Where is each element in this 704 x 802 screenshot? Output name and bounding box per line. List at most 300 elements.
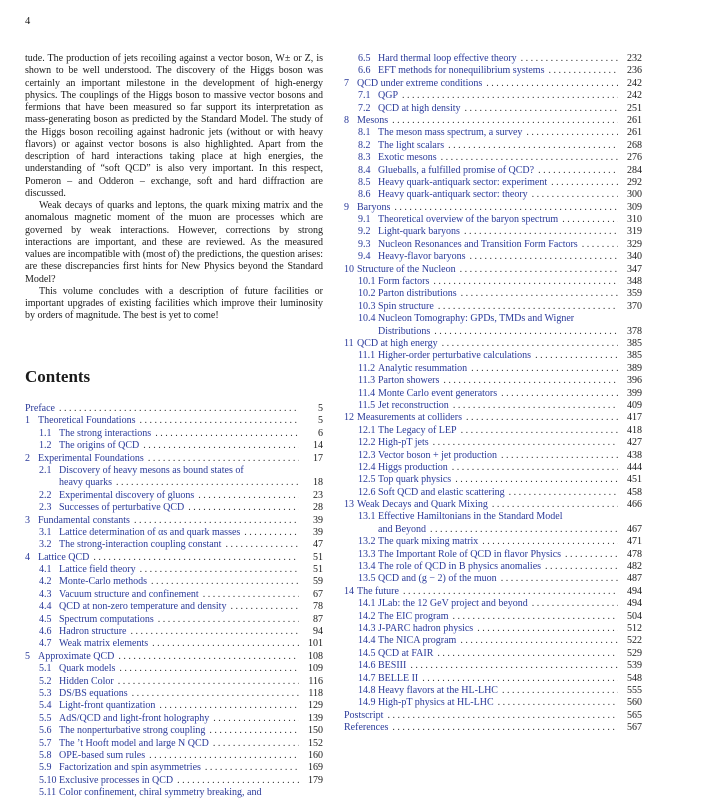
toc-entry-title[interactable]: Monte Carlo event generators [378,387,498,399]
toc-entry-title[interactable]: The Legacy of LEP [378,424,457,436]
toc-entry[interactable] [344,573,642,585]
toc-leader-dots [433,276,618,288]
toc-leader-dots [198,490,299,502]
toc-entry[interactable] [344,65,642,77]
toc-entry-page: 399 [627,387,642,399]
toc-leader-dots [562,214,618,226]
toc-entry-page: 310 [627,214,642,226]
toc-entry-title[interactable]: Top quark physics [378,474,452,486]
toc-entry-number: 9.4 [358,251,371,263]
toc-entry-number: 10.4 [358,313,376,325]
toc-entry-title[interactable]: Higgs production [378,461,448,473]
toc-entry-number: 6.5 [358,53,371,64]
toc-entry-title[interactable]: The strong-interaction coupling constant [59,539,222,551]
toc-entry-title[interactable]: The ’t Hooft model and large N QCD [59,737,209,749]
toc-entry-page: 78 [313,601,323,613]
toc-entry-title[interactable]: QCD at non-zero temperature and density [59,601,227,613]
toc-entry-title[interactable]: The light scalars [378,139,445,151]
toc-entry[interactable] [344,226,642,238]
toc-entry-title[interactable]: OPE-based sum rules [59,749,146,761]
toc-leader-dots [464,226,618,238]
toc-entry-page: 129 [308,700,323,712]
toc-entry-title[interactable]: EFT methods for nonequilibrium systems [378,65,545,77]
toc-leader-dots [130,626,299,638]
toc-entry-title[interactable]: Postscript [344,709,384,721]
toc-entry[interactable] [344,437,642,449]
toc-entry-page: 458 [627,486,642,498]
toc-entry[interactable] [25,552,323,564]
toc-entry-title[interactable]: Weak Decays and Quark Mixing [357,499,488,511]
toc-entry-title[interactable]: Theoretical overview of the baryon spectrum [378,214,559,226]
toc-entry[interactable] [344,598,642,610]
toc-entry[interactable] [25,775,323,787]
toc-leader-dots [434,326,618,338]
toc-entry-page: 370 [627,300,642,312]
toc-entry-number: 13.3 [358,548,376,560]
contents-heading: Contents [25,367,91,386]
toc-entry-page: 451 [627,474,642,486]
toc-entry-page: 5 [318,403,323,414]
toc-entry-title[interactable]: Structure of the Nucleon [357,263,456,275]
toc-entry[interactable] [344,635,642,647]
toc-entry-title[interactable]: Exclusive processes in QCD [59,774,174,786]
toc-entry-title[interactable]: Preface [25,403,55,414]
toc-entry[interactable] [25,403,323,415]
toc-entry-number: 1 [25,415,30,427]
toc-entry[interactable] [344,623,642,635]
toc-entry-number: 9.1 [358,214,371,226]
toc-entry-title[interactable]: Heavy quark-antiquark sector: theory [378,189,528,201]
toc-entry[interactable] [344,487,642,499]
toc-entry-title[interactable]: heavy quarks [59,477,113,489]
toc-entry-title[interactable]: Parton distributions [378,288,457,300]
toc-entry-title[interactable]: J-PARC hadron physics [378,622,474,634]
toc-entry-page: 179 [308,774,323,786]
toc-entry[interactable] [344,103,642,115]
toc-entry[interactable] [25,787,323,799]
toc-entry[interactable] [344,115,642,127]
toc-entry-number: 5.3 [39,687,52,699]
toc-entry-title[interactable]: Hard thermal loop effective theory [378,53,517,64]
toc-entry-page: 23 [313,489,323,501]
toc-entry[interactable] [25,738,323,750]
toc-entry-title[interactable]: Successes of perturbative QCD [59,502,185,514]
toc-entry-number: 7 [344,77,349,89]
toc-leader-dots [453,400,618,412]
toc-entry-number: 5.4 [39,700,52,712]
toc-entry-number: 14.6 [358,660,376,672]
toc-entry-number: 4.7 [39,638,52,650]
toc-entry-page: 560 [627,697,642,709]
toc-entry[interactable] [344,611,642,623]
toc-entry-title[interactable]: Fundamental constants [38,514,130,526]
toc-entry-page: 467 [627,523,642,535]
toc-entry-title[interactable]: Discovery of heavy mesons as bound states of [59,464,244,476]
toc-entry-title[interactable]: High-pT jets [378,437,429,449]
toc-leader-dots [118,651,299,663]
toc-leader-dots [565,549,618,561]
toc-entry[interactable] [344,239,642,251]
toc-entry[interactable] [25,527,323,539]
toc-entry-title[interactable]: Vector boson + jet production [378,449,497,461]
intro-paragraph: tude. The production of jets recoiling against a vector boson, W± or Z, is shown to be well understood. The discovery of the Higgs boson was certainly an important milestone in the development of high-energy physics. The couplings of the Higgs boson to massive vector bosons and fermions that have been measured so far support its interpretation as mass-generating boson as predicted by the Standard Model. The study of the Higgs boson recoiling against hadronic jets (without or with heavy flavors) or against vector bosons is also highlighted. Apart from the description of hard interactions taking place at high energies, the understanding of “soft QCD” is also very important. In this respect, Pomeron – and Odderon – exchange, soft and hard diffraction are discussed. [25,53,323,199]
toc-entry-title[interactable]: References [344,722,389,734]
toc-entry-number: 3 [25,514,30,526]
toc-entry-title[interactable]: Approximate QCD [38,650,115,662]
toc-entry[interactable] [25,477,323,489]
toc-entry-number: 8.5 [358,176,371,188]
toc-entry-number: 14.5 [358,647,376,659]
toc-leader-dots [387,710,618,722]
toc-leader-dots [205,762,299,774]
toc-entry-page: 348 [627,276,642,288]
toc-entry-page: 319 [627,226,642,238]
toc-entry[interactable] [344,53,642,65]
toc-entry-number: 11.3 [358,375,376,387]
toc-entry-number: 9.3 [358,238,371,250]
toc-entry-title[interactable]: Spectrum computations [59,613,154,625]
toc-entry-title[interactable]: Analytic resummation [378,362,468,374]
toc-entry[interactable] [25,651,323,663]
toc-entry[interactable] [344,536,642,548]
intro-text [25,53,323,323]
toc-entry-title[interactable]: The strong interactions [59,427,152,439]
toc-leader-dots [443,375,618,387]
toc-entry-title[interactable]: Heavy flavors at the HL-LHC [378,684,498,696]
toc-entry[interactable] [344,710,642,722]
toc-entry-title[interactable]: Soft QCD and elastic scattering [378,486,505,498]
toc-leader-dots [466,412,618,424]
toc-entry[interactable] [25,453,323,465]
toc-entry[interactable] [344,375,642,387]
toc-entry-number: 14.3 [358,622,376,634]
toc-entry-page: 268 [627,139,642,151]
toc-entry-title[interactable]: Higher-order perturbative calculations [378,350,532,362]
toc-entry-number: 1.2 [39,440,52,452]
toc-entry-title[interactable]: QCD and (g − 2) of the muon [378,573,497,585]
toc-entry[interactable] [344,338,642,350]
toc-entry-title[interactable]: Lattice determination of αs and quark masses [59,526,241,538]
toc-entry[interactable] [344,363,642,375]
toc-entry-title[interactable]: Hidden Color [59,675,114,687]
toc-entry-title[interactable]: Heavy quark-antiquark sector: experiment [378,176,548,188]
toc-entry[interactable] [25,638,323,650]
toc-entry[interactable] [344,301,642,313]
toc-entry[interactable] [25,440,323,452]
toc-entry-title[interactable]: Mesons [357,114,389,126]
toc-entry-title[interactable]: AdS/QCD and light-front holography [59,712,210,724]
toc-leader-dots [203,589,299,601]
toc-entry-page: 251 [627,102,642,114]
toc-entry-title[interactable]: JLab: the 12 GeV project and beyond [378,598,528,610]
toc-entry[interactable] [344,152,642,164]
toc-leader-dots [119,663,299,675]
toc-entry[interactable] [344,127,642,139]
toc-leader-dots [116,477,299,489]
toc-entry-page: 417 [627,412,642,424]
toc-leader-dots [535,350,618,362]
toc-leader-dots [551,177,618,189]
toc-entry-title[interactable]: QCD at FAIR [378,647,434,659]
toc-entry-page: 427 [627,437,642,449]
toc-entry-title[interactable]: Theoretical Foundations [38,415,136,427]
toc-entry-number: 2.2 [39,489,52,501]
toc-entry-number: 13.4 [358,561,376,573]
toc-entry-title[interactable]: Jet reconstruction [378,399,449,411]
toc-entry-page: 18 [313,477,323,489]
toc-entry-title[interactable]: The future [357,585,399,597]
toc-entry-title[interactable]: Quark models [59,663,116,675]
toc-entry-page: 565 [627,709,642,721]
toc-entry[interactable] [344,425,642,437]
toc-entry-title[interactable]: Vacuum structure and confinement [59,588,199,600]
toc-entry-title[interactable]: Form factors [378,276,430,288]
toc-leader-dots [152,638,299,650]
toc-entry-title[interactable]: Baryons [357,201,391,213]
toc-entry-page: 51 [313,551,323,563]
toc-entry[interactable] [344,685,642,697]
toc-entry-page: 539 [627,660,642,672]
toc-entry-page: 152 [308,737,323,749]
toc-entry-title[interactable]: Parton showers [378,375,440,387]
toc-entry-page: 378 [627,325,642,337]
toc-entry-title[interactable]: Lattice field theory [59,564,136,576]
toc-entry-title[interactable]: Exotic mesons [378,152,437,164]
toc-entry-number: 5.10 [39,774,57,786]
toc-entry-page: 418 [627,424,642,436]
toc-entry[interactable] [25,713,323,725]
toc-entry-page: 347 [627,263,642,275]
toc-entry[interactable] [344,660,642,672]
toc-entry[interactable] [25,465,323,477]
toc-entry[interactable] [25,576,323,588]
toc-entry-title[interactable]: DS/BS equations [59,687,128,699]
toc-entry[interactable] [344,722,642,734]
toc-entry-title[interactable]: QCD at high density [378,102,461,114]
toc-leader-dots [213,738,299,750]
toc-entry[interactable] [25,601,323,613]
toc-entry[interactable] [25,502,323,514]
toc-entry-number: 2.3 [39,502,52,514]
toc-entry-title[interactable]: The quark mixing matrix [378,536,479,548]
toc-entry[interactable] [25,415,323,427]
toc-entry[interactable] [344,474,642,486]
toc-entry-page: 118 [308,687,323,699]
toc-entry[interactable] [344,697,642,709]
toc-entry-title[interactable]: and Beyond [378,523,427,535]
toc-entry-page: 471 [627,536,642,548]
toc-entry-page: 116 [308,675,323,687]
toc-entry-title[interactable]: BESIII [378,660,407,672]
toc-entry[interactable] [344,462,642,474]
toc-leader-dots [134,515,299,527]
toc-entry-page: 242 [627,77,642,89]
toc-entry[interactable] [25,515,323,527]
toc-entry-title[interactable]: Spin structure [378,300,434,312]
toc-entry-number: 14.8 [358,684,376,696]
toc-entry[interactable] [25,589,323,601]
toc-entry-title[interactable]: The origins of QCD [59,440,140,452]
toc-entry-title[interactable]: Factorization and spin asymmetries [59,762,201,774]
toc-leader-dots [501,450,618,462]
toc-entry-title[interactable]: The NICA program [378,635,457,647]
toc-entry[interactable] [344,450,642,462]
toc-leader-dots [402,90,618,102]
toc-entry-title[interactable]: Hadron structure [59,626,127,638]
toc-entry-title[interactable]: High-pT physics at HL-LHC [378,697,494,709]
toc-entry-number: 10 [344,263,354,275]
toc-entry-title[interactable]: Nucleon Tomography: GPDs, TMDs and Wigner [378,313,575,325]
toc-entry-page: 232 [627,53,642,64]
toc-entry-title[interactable]: QCD under extreme conditions [357,77,483,89]
toc-leader-dots [501,573,618,585]
toc-leader-dots [460,635,618,647]
toc-entry[interactable] [344,288,642,300]
toc-entry-title[interactable]: Distributions [378,325,431,337]
toc-entry[interactable] [344,264,642,276]
toc-leader-dots [209,725,299,737]
toc-entry[interactable] [344,214,642,226]
toc-entry[interactable] [25,539,323,551]
toc-entry[interactable] [344,648,642,660]
toc-entry-page: 6 [318,427,323,439]
toc-leader-dots [461,288,618,300]
toc-entry-title[interactable]: Measurements at colliders [357,412,462,424]
toc-leader-dots [548,65,618,77]
toc-entry-number: 13.5 [358,573,376,585]
toc-entry-page: 522 [627,635,642,647]
toc-entry[interactable] [344,511,642,523]
toc-entry[interactable] [344,549,642,561]
toc-entry[interactable] [344,202,642,214]
toc-entry-number: 4.2 [39,576,52,588]
toc-entry-number: 12.5 [358,474,376,486]
toc-entry-number: 14 [344,585,354,597]
toc-entry[interactable] [25,700,323,712]
toc-entry[interactable] [344,276,642,288]
toc-entry-title[interactable]: Heavy-flavor baryons [378,251,466,263]
toc-entry-title[interactable]: Weak matrix elements [59,638,149,650]
toc-entry-page: 300 [627,189,642,201]
toc-entry[interactable] [25,762,323,774]
toc-entry[interactable] [25,663,323,675]
toc-entry-page: 101 [308,638,323,650]
toc-entry[interactable] [344,165,642,177]
toc-entry-page: 385 [627,337,642,349]
toc-entry-number: 13 [344,499,354,511]
toc-leader-dots [442,338,618,350]
toc-entry-number: 5.9 [39,762,52,774]
toc-entry[interactable] [25,688,323,700]
toc-entry[interactable] [344,350,642,362]
toc-entry-number: 4.3 [39,588,52,600]
toc-entry[interactable] [25,626,323,638]
toc-leader-dots [159,700,299,712]
toc-entry-title[interactable]: Light-front quantization [59,700,156,712]
toc-entry-title[interactable]: The role of QCD in B physics anomalies [378,561,542,573]
toc-entry-title[interactable]: Effective Hamiltonians in the Standard Model [378,511,563,523]
toc-leader-dots [430,524,618,536]
toc-entry[interactable] [344,412,642,424]
toc-entry[interactable] [344,326,642,338]
toc-entry-page: 359 [627,288,642,300]
toc-entry[interactable] [25,490,323,502]
toc-entry-title[interactable]: The EIC program [378,610,449,622]
toc-leader-dots [422,673,618,685]
toc-entry-title[interactable]: QCD at high energy [357,337,438,349]
toc-entry[interactable] [344,561,642,573]
toc-entry-number: 13.1 [358,511,376,523]
toc-entry-title[interactable]: Experimental discovery of gluons [59,489,195,501]
toc-entry[interactable] [344,400,642,412]
toc-entry-title[interactable]: The Important Role of QCD in flavor Physics [378,548,562,560]
toc-entry-title[interactable]: Light-quark baryons [378,226,460,238]
toc-entry-page: 39 [313,514,323,526]
toc-leader-dots [149,750,299,762]
toc-entry-title[interactable]: The meson mass spectrum, a survey [378,127,523,139]
toc-entry[interactable] [344,251,642,263]
toc-entry-page: 139 [308,712,323,724]
toc-entry-title[interactable]: QGP [378,90,399,102]
toc-entry-title[interactable]: Lattice QCD [38,551,90,563]
toc-entry[interactable] [344,313,642,325]
toc-entry[interactable] [344,673,642,685]
toc-entry-page: 284 [627,164,642,176]
toc-entry[interactable] [344,140,642,152]
toc-entry-number: 2 [25,452,30,464]
toc-entry[interactable] [344,90,642,102]
toc-entry-page: 482 [627,561,642,573]
toc-entry-number: 10.1 [358,276,376,288]
toc-entry[interactable] [25,676,323,688]
toc-entry-page: 409 [627,399,642,411]
toc-entry[interactable] [25,614,323,626]
toc-leader-dots [545,561,618,573]
toc-leader-dots [441,152,618,164]
toc-entry[interactable] [25,750,323,762]
toc-entry-title[interactable]: Nucleon Resonances and Transition Form Factors [378,238,578,250]
toc-leader-dots [482,536,618,548]
toc-entry-page: 108 [308,650,323,662]
page-number: 4 [25,16,31,27]
toc-entry-number: 10.3 [358,300,376,312]
toc-entry-number: 14.4 [358,635,376,647]
toc-leader-dots [93,552,299,564]
toc-entry[interactable] [344,189,642,201]
toc-entry-number: 5.7 [39,737,52,749]
toc-entry[interactable] [25,428,323,440]
toc-entry-number: 13.2 [358,536,376,548]
toc-entry-title[interactable]: Experimental Foundations [38,452,144,464]
toc-entry[interactable] [25,564,323,576]
toc-entry-title[interactable]: Glueballs, a fulfilled promise of QCD? [378,164,535,176]
toc-entry-number: 9.2 [358,226,371,238]
toc-entry-number: 11.4 [358,387,376,399]
toc-entry-title[interactable]: BELLE II [378,672,419,684]
toc-entry[interactable] [344,78,642,90]
toc-entry-title[interactable]: Color confinement, chiral symmetry breaking, and [59,787,262,799]
toc-entry[interactable] [344,388,642,400]
toc-entry-title[interactable]: The nonperturbative strong coupling [59,725,206,737]
toc-entry[interactable] [25,725,323,737]
toc-entry-number: 14.9 [358,697,376,709]
toc-entry[interactable] [344,499,642,511]
toc-entry-title[interactable]: Monte-Carlo methods [59,576,148,588]
toc-leader-dots [139,415,299,427]
toc-entry[interactable] [344,586,642,598]
toc-entry[interactable] [344,524,642,536]
toc-entry[interactable] [344,177,642,189]
